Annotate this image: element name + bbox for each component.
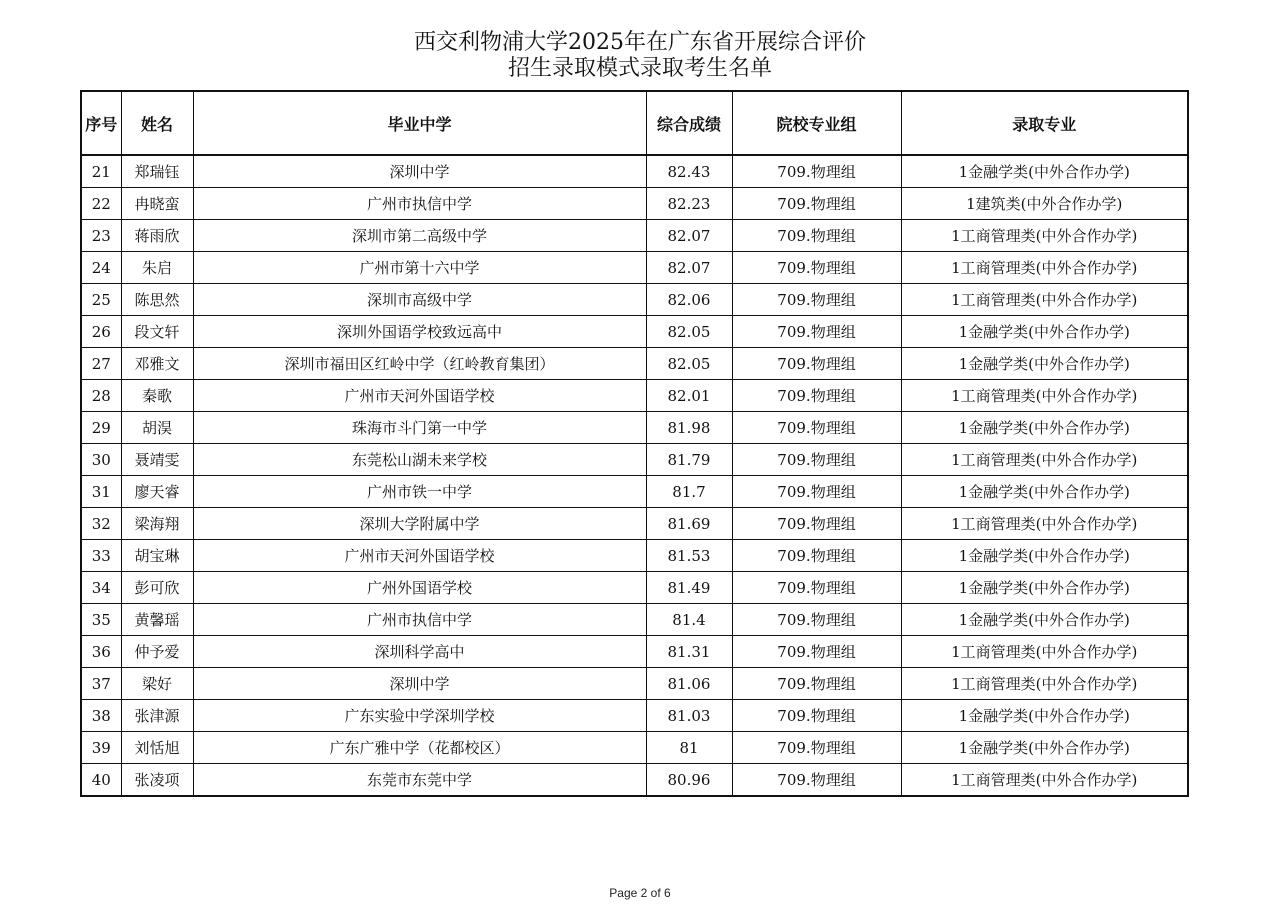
- cell-graduating-school: 深圳市福田区红岭中学（红岭教育集团）: [193, 348, 646, 380]
- cell-admitted-major: 1工商管理类(中外合作办学): [901, 380, 1188, 412]
- cell-admitted-major: 1金融学类(中外合作办学): [901, 604, 1188, 636]
- cell-program-group: 709.物理组: [732, 284, 901, 316]
- cell-serial-number: 40: [81, 764, 121, 797]
- cell-program-group: 709.物理组: [732, 764, 901, 797]
- cell-composite-score: 82.07: [646, 252, 732, 284]
- table-row: [81, 476, 1188, 508]
- cell-name: 冉晓蛮: [121, 188, 193, 220]
- cell-admitted-major: 1金融学类(中外合作办学): [901, 540, 1188, 572]
- table-row: [81, 412, 1188, 444]
- table-row: [81, 188, 1188, 220]
- cell-admitted-major: 1工商管理类(中外合作办学): [901, 508, 1188, 540]
- cell-serial-number: 32: [81, 508, 121, 540]
- cell-name: 张津源: [121, 700, 193, 732]
- table-row: [81, 348, 1188, 380]
- table-row: [81, 764, 1188, 797]
- cell-serial-number: 38: [81, 700, 121, 732]
- header-admitted-major: 录取专业: [901, 91, 1188, 155]
- cell-composite-score: 82.01: [646, 380, 732, 412]
- cell-composite-score: 81: [646, 732, 732, 764]
- cell-name: 郑瑞钰: [121, 155, 193, 188]
- cell-graduating-school: 广东广雅中学（花都校区）: [193, 732, 646, 764]
- cell-admitted-major: 1工商管理类(中外合作办学): [901, 220, 1188, 252]
- cell-serial-number: 23: [81, 220, 121, 252]
- table-row: [81, 444, 1188, 476]
- cell-graduating-school: 深圳中学: [193, 155, 646, 188]
- table-header-row: [81, 91, 1188, 155]
- cell-composite-score: 81.69: [646, 508, 732, 540]
- cell-program-group: 709.物理组: [732, 444, 901, 476]
- cell-admitted-major: 1工商管理类(中外合作办学): [901, 444, 1188, 476]
- cell-program-group: 709.物理组: [732, 348, 901, 380]
- cell-program-group: 709.物理组: [732, 668, 901, 700]
- cell-admitted-major: 1金融学类(中外合作办学): [901, 155, 1188, 188]
- cell-graduating-school: 深圳中学: [193, 668, 646, 700]
- cell-graduating-school: 广州市天河外国语学校: [193, 540, 646, 572]
- cell-composite-score: 81.49: [646, 572, 732, 604]
- table-row: [81, 155, 1188, 188]
- cell-serial-number: 27: [81, 348, 121, 380]
- cell-serial-number: 33: [81, 540, 121, 572]
- cell-composite-score: 81.31: [646, 636, 732, 668]
- cell-graduating-school: 广州市天河外国语学校: [193, 380, 646, 412]
- cell-program-group: 709.物理组: [732, 604, 901, 636]
- cell-name: 梁好: [121, 668, 193, 700]
- header-serial-number: 序号: [81, 91, 121, 155]
- cell-program-group: 709.物理组: [732, 220, 901, 252]
- cell-program-group: 709.物理组: [732, 252, 901, 284]
- table-row: [81, 508, 1188, 540]
- cell-serial-number: 28: [81, 380, 121, 412]
- cell-name: 仲予爱: [121, 636, 193, 668]
- cell-admitted-major: 1工商管理类(中外合作办学): [901, 764, 1188, 797]
- cell-program-group: 709.物理组: [732, 732, 901, 764]
- cell-graduating-school: 广州市执信中学: [193, 604, 646, 636]
- header-composite-score: 综合成绩: [646, 91, 732, 155]
- cell-serial-number: 36: [81, 636, 121, 668]
- cell-program-group: 709.物理组: [732, 508, 901, 540]
- cell-composite-score: 81.98: [646, 412, 732, 444]
- header-graduating-school: 毕业中学: [193, 91, 646, 155]
- cell-admitted-major: 1金融学类(中外合作办学): [901, 316, 1188, 348]
- cell-composite-score: 82.05: [646, 348, 732, 380]
- cell-admitted-major: 1金融学类(中外合作办学): [901, 476, 1188, 508]
- table-row: [81, 604, 1188, 636]
- cell-composite-score: 81.06: [646, 668, 732, 700]
- table-row: [81, 220, 1188, 252]
- cell-program-group: 709.物理组: [732, 476, 901, 508]
- cell-program-group: 709.物理组: [732, 380, 901, 412]
- cell-name: 蒋雨欣: [121, 220, 193, 252]
- title-line-1: 西交利物浦大学2025年在广东省开展综合评价: [414, 30, 866, 55]
- cell-composite-score: 82.05: [646, 316, 732, 348]
- table-row: [81, 732, 1188, 764]
- cell-admitted-major: 1金融学类(中外合作办学): [901, 572, 1188, 604]
- table-row: [81, 316, 1188, 348]
- page-number: Page 2 of 6: [609, 886, 671, 900]
- cell-program-group: 709.物理组: [732, 540, 901, 572]
- cell-name: 陈思然: [121, 284, 193, 316]
- cell-graduating-school: 深圳大学附属中学: [193, 508, 646, 540]
- cell-serial-number: 24: [81, 252, 121, 284]
- header-name: 姓名: [121, 91, 193, 155]
- table-row: [81, 380, 1188, 412]
- cell-serial-number: 31: [81, 476, 121, 508]
- cell-graduating-school: 广州市执信中学: [193, 188, 646, 220]
- cell-graduating-school: 深圳科学高中: [193, 636, 646, 668]
- cell-serial-number: 29: [81, 412, 121, 444]
- cell-graduating-school: 珠海市斗门第一中学: [193, 412, 646, 444]
- table-row: [81, 636, 1188, 668]
- cell-name: 刘恬旭: [121, 732, 193, 764]
- cell-name: 秦歌: [121, 380, 193, 412]
- table-row: [81, 700, 1188, 732]
- cell-serial-number: 35: [81, 604, 121, 636]
- cell-program-group: 709.物理组: [732, 188, 901, 220]
- cell-name: 聂靖雯: [121, 444, 193, 476]
- admission-table: [80, 90, 1189, 797]
- cell-composite-score: 82.43: [646, 155, 732, 188]
- table-body: [81, 155, 1188, 796]
- cell-program-group: 709.物理组: [732, 316, 901, 348]
- cell-admitted-major: 1金融学类(中外合作办学): [901, 348, 1188, 380]
- cell-graduating-school: 广州市铁一中学: [193, 476, 646, 508]
- cell-admitted-major: 1金融学类(中外合作办学): [901, 700, 1188, 732]
- cell-composite-score: 80.96: [646, 764, 732, 797]
- cell-name: 廖天睿: [121, 476, 193, 508]
- cell-graduating-school: 深圳外国语学校致远高中: [193, 316, 646, 348]
- cell-program-group: 709.物理组: [732, 572, 901, 604]
- cell-serial-number: 34: [81, 572, 121, 604]
- cell-name: 段文轩: [121, 316, 193, 348]
- cell-composite-score: 81.79: [646, 444, 732, 476]
- cell-graduating-school: 广州市第十六中学: [193, 252, 646, 284]
- cell-graduating-school: 东莞松山湖未来学校: [193, 444, 646, 476]
- cell-admitted-major: 1金融学类(中外合作办学): [901, 412, 1188, 444]
- cell-name: 邓雅文: [121, 348, 193, 380]
- cell-serial-number: 22: [81, 188, 121, 220]
- cell-name: 胡宝琳: [121, 540, 193, 572]
- cell-name: 梁海翔: [121, 508, 193, 540]
- cell-graduating-school: 深圳市高级中学: [193, 284, 646, 316]
- cell-name: 张凌项: [121, 764, 193, 797]
- cell-composite-score: 81.4: [646, 604, 732, 636]
- cell-admitted-major: 1工商管理类(中外合作办学): [901, 668, 1188, 700]
- table-row: [81, 284, 1188, 316]
- cell-graduating-school: 广州外国语学校: [193, 572, 646, 604]
- cell-admitted-major: 1工商管理类(中外合作办学): [901, 636, 1188, 668]
- table-row: [81, 252, 1188, 284]
- cell-name: 胡淏: [121, 412, 193, 444]
- table-row: [81, 540, 1188, 572]
- cell-graduating-school: 深圳市第二高级中学: [193, 220, 646, 252]
- cell-name: 彭可欣: [121, 572, 193, 604]
- title-line-2: 招生录取模式录取考生名单: [507, 56, 772, 81]
- cell-composite-score: 81.03: [646, 700, 732, 732]
- cell-program-group: 709.物理组: [732, 636, 901, 668]
- cell-name: 朱启: [121, 252, 193, 284]
- cell-serial-number: 39: [81, 732, 121, 764]
- admission-table-container: [80, 90, 1187, 797]
- cell-program-group: 709.物理组: [732, 700, 901, 732]
- cell-admitted-major: 1金融学类(中外合作办学): [901, 732, 1188, 764]
- cell-serial-number: 21: [81, 155, 121, 188]
- cell-composite-score: 82.07: [646, 220, 732, 252]
- cell-composite-score: 81.7: [646, 476, 732, 508]
- cell-admitted-major: 1建筑类(中外合作办学): [901, 188, 1188, 220]
- cell-program-group: 709.物理组: [732, 412, 901, 444]
- cell-serial-number: 26: [81, 316, 121, 348]
- header-program-group: 院校专业组: [732, 91, 901, 155]
- cell-graduating-school: 广东实验中学深圳学校: [193, 700, 646, 732]
- cell-graduating-school: 东莞市东莞中学: [193, 764, 646, 797]
- cell-serial-number: 30: [81, 444, 121, 476]
- cell-name: 黄馨瑶: [121, 604, 193, 636]
- table-row: [81, 668, 1188, 700]
- cell-composite-score: 81.53: [646, 540, 732, 572]
- cell-composite-score: 82.23: [646, 188, 732, 220]
- cell-program-group: 709.物理组: [732, 155, 901, 188]
- cell-composite-score: 82.06: [646, 284, 732, 316]
- table-row: [81, 572, 1188, 604]
- cell-admitted-major: 1工商管理类(中外合作办学): [901, 284, 1188, 316]
- cell-admitted-major: 1工商管理类(中外合作办学): [901, 252, 1188, 284]
- cell-serial-number: 37: [81, 668, 121, 700]
- cell-serial-number: 25: [81, 284, 121, 316]
- document-title: [0, 30, 1280, 82]
